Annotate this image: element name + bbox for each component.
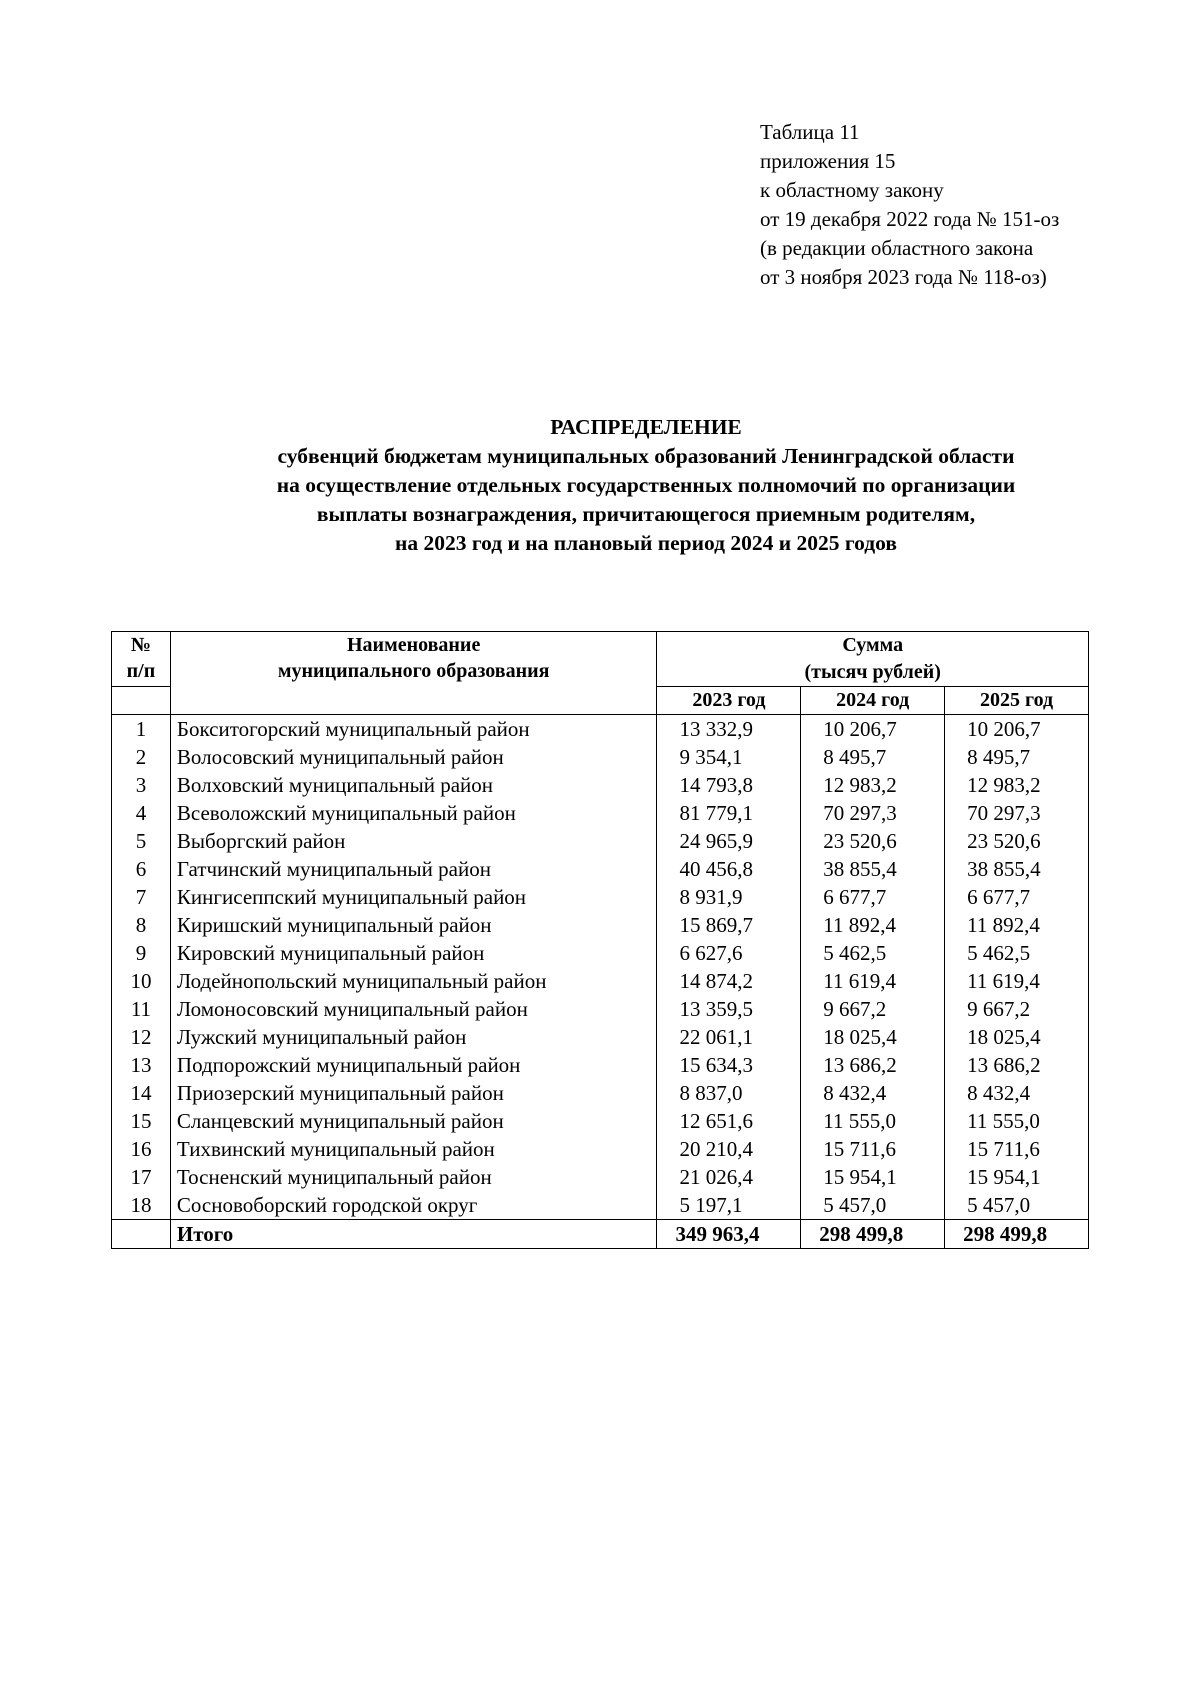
value-2023: 40 456,8 [657, 855, 801, 883]
value-2025: 12 983,2 [945, 771, 1089, 799]
row-number: 4 [112, 799, 171, 827]
value-2025: 23 520,6 [945, 827, 1089, 855]
value-2024: 11 555,0 [801, 1107, 945, 1135]
document-title [100, 413, 1192, 558]
total-2023: 349 963,4 [657, 1220, 801, 1249]
row-number: 10 [112, 967, 171, 995]
column-header-sum [657, 632, 1089, 659]
value-2024: 5 462,5 [801, 939, 945, 967]
value-2023: 13 332,9 [657, 715, 801, 744]
row-number: 16 [112, 1135, 171, 1163]
title-line: на осуществление отдельных государственных полномочий по организации [276, 473, 1016, 497]
value-2023: 21 026,4 [657, 1163, 801, 1191]
total-2024: 298 499,8 [801, 1220, 945, 1249]
municipality-name: Сосновоборский городской округ [170, 1191, 657, 1220]
table-row [112, 1191, 1089, 1220]
row-number: 8 [112, 911, 171, 939]
column-header-num [112, 632, 171, 687]
municipality-name: Кировский муниципальный район [170, 939, 657, 967]
column-header-num-line2: п/п [126, 660, 156, 682]
table-row [112, 1135, 1089, 1163]
title-line: на 2023 год и на плановый период 2024 и 2025 годов [395, 531, 897, 555]
header-note-line: от 19 декабря 2022 года № 151-оз [760, 207, 1060, 231]
table-row [112, 715, 1089, 744]
value-2023: 14 793,8 [657, 771, 801, 799]
column-header-sum-line2: (тысяч рублей) [804, 661, 941, 683]
total-row [112, 1220, 1089, 1249]
row-number: 11 [112, 995, 171, 1023]
header-note-line: (в редакции областного закона [760, 236, 1034, 260]
value-2023: 14 874,2 [657, 967, 801, 995]
row-number: 18 [112, 1191, 171, 1220]
row-number: 17 [112, 1163, 171, 1191]
municipality-name: Подпорожский муниципальный район [170, 1051, 657, 1079]
column-header-2023: 2023 год [657, 687, 801, 715]
row-number: 12 [112, 1023, 171, 1051]
value-2023: 6 627,6 [657, 939, 801, 967]
value-2024: 15 954,1 [801, 1163, 945, 1191]
value-2024: 38 855,4 [801, 855, 945, 883]
value-2023: 5 197,1 [657, 1191, 801, 1220]
table-row [112, 967, 1089, 995]
municipality-name: Лодейнопольский муниципальный район [170, 967, 657, 995]
table-row [112, 855, 1089, 883]
table-row [112, 771, 1089, 799]
value-2023: 15 634,3 [657, 1051, 801, 1079]
table-row [112, 1023, 1089, 1051]
column-header-2024: 2024 год [801, 687, 945, 715]
table-row [112, 1051, 1089, 1079]
municipality-name: Гатчинский муниципальный район [170, 855, 657, 883]
row-number: 6 [112, 855, 171, 883]
value-2025: 5 462,5 [945, 939, 1089, 967]
table-row [112, 1107, 1089, 1135]
header-note-line: от 3 ноября 2023 года № 118-оз) [760, 265, 1047, 289]
row-number: 7 [112, 883, 171, 911]
total-num-cell [112, 1220, 171, 1249]
municipality-name: Тихвинский муниципальный район [170, 1135, 657, 1163]
column-header-num-blank [112, 687, 171, 715]
value-2025: 10 206,7 [945, 715, 1089, 744]
municipality-name: Сланцевский муниципальный район [170, 1107, 657, 1135]
value-2025: 38 855,4 [945, 855, 1089, 883]
municipality-name: Киришский муниципальный район [170, 911, 657, 939]
value-2024: 9 667,2 [801, 995, 945, 1023]
distribution-table [111, 631, 1089, 1249]
total-2025: 298 499,8 [945, 1220, 1089, 1249]
value-2025: 5 457,0 [945, 1191, 1089, 1220]
table-row [112, 1163, 1089, 1191]
row-number: 9 [112, 939, 171, 967]
column-header-sum-line1: Сумма [842, 634, 904, 656]
value-2023: 8 837,0 [657, 1079, 801, 1107]
table-row [112, 911, 1089, 939]
value-2023: 20 210,4 [657, 1135, 801, 1163]
value-2025: 18 025,4 [945, 1023, 1089, 1051]
municipality-name: Волосовский муниципальный район [170, 743, 657, 771]
municipality-name: Приозерский муниципальный район [170, 1079, 657, 1107]
table-row [112, 883, 1089, 911]
header-note-line: приложения 15 [760, 149, 896, 173]
value-2025: 8 432,4 [945, 1079, 1089, 1107]
value-2023: 15 869,7 [657, 911, 801, 939]
value-2024: 11 892,4 [801, 911, 945, 939]
row-number: 14 [112, 1079, 171, 1107]
value-2025: 6 677,7 [945, 883, 1089, 911]
header-note-line: Таблица 11 [760, 120, 860, 144]
value-2025: 70 297,3 [945, 799, 1089, 827]
table-body [112, 715, 1089, 1220]
row-number: 1 [112, 715, 171, 744]
municipality-name: Волховский муниципальный район [170, 771, 657, 799]
column-header-num-line1: № [130, 634, 151, 656]
value-2025: 15 711,6 [945, 1135, 1089, 1163]
header-note [760, 118, 1059, 292]
table-row [112, 799, 1089, 827]
value-2024: 8 432,4 [801, 1079, 945, 1107]
municipality-name: Выборгский район [170, 827, 657, 855]
column-header-sum-unit [657, 658, 1089, 687]
value-2024: 15 711,6 [801, 1135, 945, 1163]
row-number: 5 [112, 827, 171, 855]
value-2025: 13 686,2 [945, 1051, 1089, 1079]
table-row [112, 743, 1089, 771]
municipality-name: Ломоносовский муниципальный район [170, 995, 657, 1023]
row-number: 2 [112, 743, 171, 771]
value-2024: 11 619,4 [801, 967, 945, 995]
value-2023: 9 354,1 [657, 743, 801, 771]
value-2024: 12 983,2 [801, 771, 945, 799]
column-header-name [170, 632, 657, 715]
value-2023: 8 931,9 [657, 883, 801, 911]
value-2024: 10 206,7 [801, 715, 945, 744]
value-2024: 18 025,4 [801, 1023, 945, 1051]
row-number: 13 [112, 1051, 171, 1079]
value-2024: 13 686,2 [801, 1051, 945, 1079]
column-header-2025: 2025 год [945, 687, 1089, 715]
total-label: Итого [170, 1220, 657, 1249]
value-2023: 81 779,1 [657, 799, 801, 827]
value-2025: 11 619,4 [945, 967, 1089, 995]
table-row [112, 995, 1089, 1023]
value-2024: 70 297,3 [801, 799, 945, 827]
value-2023: 12 651,6 [657, 1107, 801, 1135]
value-2025: 15 954,1 [945, 1163, 1089, 1191]
municipality-name: Лужский муниципальный район [170, 1023, 657, 1051]
municipality-name: Кингисеппский муниципальный район [170, 883, 657, 911]
municipality-name: Тосненский муниципальный район [170, 1163, 657, 1191]
value-2025: 11 892,4 [945, 911, 1089, 939]
title-line: субвенций бюджетам муниципальных образований Ленинградской области [277, 444, 1015, 468]
municipality-name: Всеволожский муниципальный район [170, 799, 657, 827]
value-2023: 22 061,1 [657, 1023, 801, 1051]
value-2023: 24 965,9 [657, 827, 801, 855]
table-row [112, 939, 1089, 967]
value-2024: 5 457,0 [801, 1191, 945, 1220]
value-2025: 11 555,0 [945, 1107, 1089, 1135]
table-row [112, 1079, 1089, 1107]
column-header-name-line1: Наименование [347, 634, 481, 656]
table-row [112, 827, 1089, 855]
header-note-line: к областному закону [760, 178, 944, 202]
title-line: РАСПРЕДЕЛЕНИЕ [550, 415, 742, 439]
value-2025: 8 495,7 [945, 743, 1089, 771]
value-2023: 13 359,5 [657, 995, 801, 1023]
municipality-name: Бокситогорский муниципальный район [170, 715, 657, 744]
title-line: выплаты вознаграждения, причитающегося приемным родителям, [316, 502, 976, 526]
column-header-name-line2: муниципального образования [277, 660, 550, 682]
value-2024: 6 677,7 [801, 883, 945, 911]
value-2024: 8 495,7 [801, 743, 945, 771]
row-number: 15 [112, 1107, 171, 1135]
value-2025: 9 667,2 [945, 995, 1089, 1023]
value-2024: 23 520,6 [801, 827, 945, 855]
row-number: 3 [112, 771, 171, 799]
